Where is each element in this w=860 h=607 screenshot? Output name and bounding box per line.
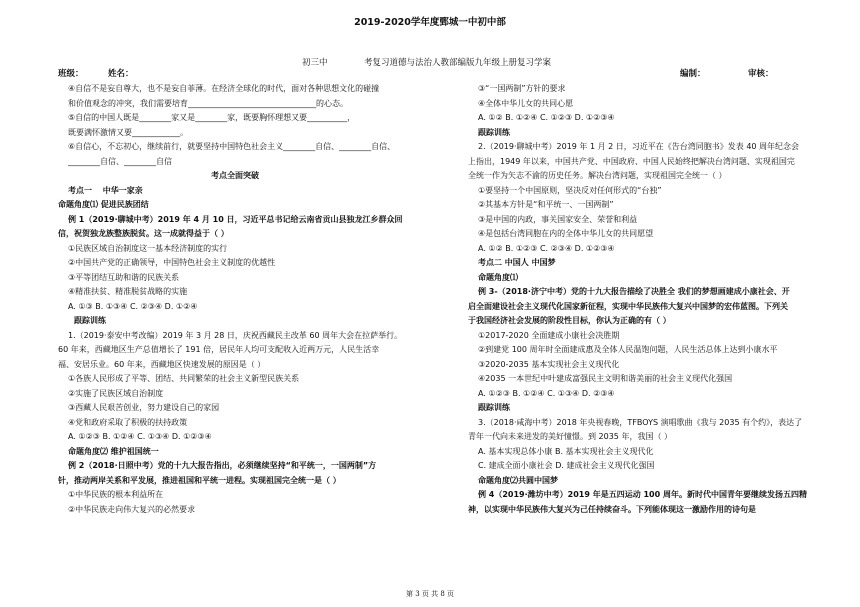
right-text-line: ②到建党 100 周年时全面建成惠及全体人民温饱问题，人民生活总体上达到小康水平 (478, 345, 778, 354)
right-text-line: ②其基本方针是“和平统一、一国两制” (478, 200, 614, 209)
right-text-line: 例 4（2019·潍坊中考）2019 年是五四运动 100 周年。新时代中国青年要继续发扬五四精 (478, 490, 807, 499)
left-text-line: 考点全面突破 (211, 171, 259, 180)
right-text-line: A. ①② B. ①②④ C. ①②③ D. ①②③④ (478, 113, 615, 122)
left-text-line: 例 1（2019·聊城中考）2019 年 4 月 10 日，习近平总书记给云南省贡山县独龙江乡群众回 (68, 214, 403, 224)
right-text-line: 神，以实现中华民族伟大复兴为己任持续奋斗。下列能体现这一激励作用的诗句是 (468, 504, 756, 514)
left-text-line: ⑥自信心，不忘初心，继续前行，就要坚持中国特色社会主义________自信、________自信、 (68, 142, 396, 151)
left-text-line: ①中华民族的根本利益所在 (68, 490, 164, 499)
right-text-line: ③是中国的内政，事关国家安全、荣誉和利益 (478, 214, 638, 224)
page-footer: 第 3 页 共 8 页 (405, 590, 455, 598)
left-text-line: ④精准扶贫、精准脱贫战略的实施 (68, 287, 188, 296)
editor-label: 编制： (680, 69, 706, 79)
left-text-line: 福、安居乐业。60 年来，西藏地区快速发展的原因是（ ） (58, 359, 266, 369)
right-text-line: 命题角度⑴ (478, 272, 518, 282)
right-text-line: 例 3-（2018·济宁中考）党的十九大报告描绘了决胜全 我们的梦想画建成小康社会、开 (478, 287, 790, 296)
right-text-line: 考点二 中国人 中国梦 (478, 258, 556, 267)
left-text-line: 例 2（2018·日照中考）党的十九大报告指出，必须继续坚持“和平统一，一国两制”方 (68, 461, 377, 470)
left-text-line: 信，祝贺独龙族整族脱贫。这一成就得益于（ ） (58, 229, 229, 238)
page-title: 2019-2020学年度鄄城一中初中部 (354, 17, 506, 28)
right-text-line: ③“一国两制”方针的要求 (478, 84, 566, 93)
right-text-line: 青年一代向未来进发的美好憧憬。到 2035 年，我国（ ） (468, 432, 672, 441)
right-text-line: A. 基本实现总体小康 B. 基本实现社会主义现代化 (478, 446, 654, 456)
left-text-line: 既要满怀激情又要____________。 (68, 127, 188, 137)
left-text-line: ③西藏人民艰苦创业，努力建设自己的家园 (68, 403, 220, 412)
right-text-line: 上指出，1949 年以来，中国共产党、中国政府、中国人民始终把解决台湾问题、实现祖国完 (468, 156, 795, 166)
left-text-line: 针，推动两岸关系和平发展，推进祖国和平统一进程。实现祖国完全统一是（ ） (58, 475, 341, 485)
right-column (468, 82, 822, 517)
right-text-line: ①2017-2020 全面建成小康社会决胜期 (478, 330, 620, 340)
left-text-line: 和价值观念的冲突，我们需要培育________________________________的心态。 (68, 98, 348, 108)
right-text-line: 跟踪训练 (478, 403, 510, 412)
right-text-line: ④2035 一本世纪中叶建成富强民主文明和谐美丽的社会主义现代化强国 (478, 374, 733, 383)
right-text-line: 3.（2018·咸海中考）2018 年央视春晚，TFBOYS 演唱歌曲《我与 2035 有个约》，表达了 (478, 417, 803, 427)
left-text-line: ④党和政府采取了积极的扶持政策 (68, 417, 188, 427)
left-text-line: ①民族区域自治制度这一基本经济制度的实行 (68, 243, 228, 253)
right-text-line: 2.（2019·聊城中考）2019 年 1 月 2 日，习近平在《告台湾同胞书》发表 40 周年纪念会 (478, 142, 800, 151)
left-text-line: 命题角度⑵ 维护祖国统一 (68, 446, 159, 456)
grade-label: 初三中 (302, 58, 328, 68)
right-text-line: 跟踪训练 (478, 127, 510, 137)
left-text-line: 1.（2019·泰安中考改编）2019 年 3 月 28 日，庆祝西藏民主改革 60 周年大会在拉萨举行。 (68, 330, 403, 340)
right-text-line: 于我国经济社会发展的阶段性目标，你认为正确的有（ ） (468, 316, 671, 325)
right-text-line: 启全面建设社会主义现代化国家新征程，实现中华民族伟大复兴中国梦的宏伟蓝图。下列关 (468, 301, 788, 311)
right-text-line: 全统一作为矢志不渝的历史任务。解决台湾问题，实现祖国完全统一（ ） (468, 171, 727, 180)
left-text-line: ②中华民族走向伟大复兴的必然要求 (68, 504, 196, 514)
class-label: 班级： (58, 69, 84, 79)
left-text-line: 60 年来，西藏地区生产总值增长了 191 倍，居民年人均可支配收入近两万元，人民生活幸 (58, 345, 380, 354)
left-text-line: 跟踪训练 (74, 316, 106, 325)
left-text-line: ⑤自信的中国人既是________家又是________家，既要胸怀理想又要__________， (68, 113, 356, 122)
left-text-line: ________自信、________自信 (68, 156, 172, 166)
right-text-line: ④是包括台湾同胞在内的全体中华儿女的共同愿望 (478, 229, 654, 238)
left-text-line: ③平等团结互助和谐的民族关系 (68, 272, 180, 282)
right-text-line: ③2020-2035 基本实现社会主义现代化 (478, 359, 620, 369)
left-column (58, 82, 412, 517)
document-subtitle: 考复习道德与法治人教部编版九年级上册复习学案 (364, 58, 552, 68)
right-text-line: 命题角度⑵共圆中国梦 (478, 475, 558, 485)
reviewer-label: 审核： (748, 69, 774, 79)
right-text-line: C. 建成全面小康社会 D. 建成社会主义现代化强国 (478, 461, 655, 470)
right-text-line: ①要坚持一个中国原则，坚决反对任何形式的“台独” (478, 185, 662, 195)
left-text-line: 考点一 中华一家亲 (68, 185, 143, 195)
left-text-line: 命题角度⑴ 促进民族团结 (58, 200, 149, 209)
left-text-line: ④自信不是妄自尊大，也不是妄自菲薄。在经济全球化的时代，面对各种思想文化的碰撞 (68, 84, 380, 93)
left-text-line: ②实施了民族区域自治制度 (68, 388, 164, 398)
left-text-line: ①各族人民形成了平等、团结、共同繁荣的社会主义新型民族关系 (68, 374, 300, 383)
right-text-line: ④全体中华儿女的共同心愿 (478, 98, 574, 108)
right-text-line: A. ①②③ B. ①②④ C. ①③④ D. ②③④ (478, 388, 615, 398)
left-text-line: ②中国共产党的正确领导，中国特色社会主义制度的优越性 (68, 258, 276, 267)
name-label: 姓名： (108, 69, 134, 79)
left-text-line: A. ①③ B. ①③④ C. ②③④ D. ①②④ (68, 301, 198, 311)
left-text-line: A. ①②③ B. ①②④ C. ①③④ D. ①②③④ (68, 432, 212, 441)
right-text-line: A. ①② B. ①②③ C. ②③④ D. ①②③④ (478, 243, 615, 253)
